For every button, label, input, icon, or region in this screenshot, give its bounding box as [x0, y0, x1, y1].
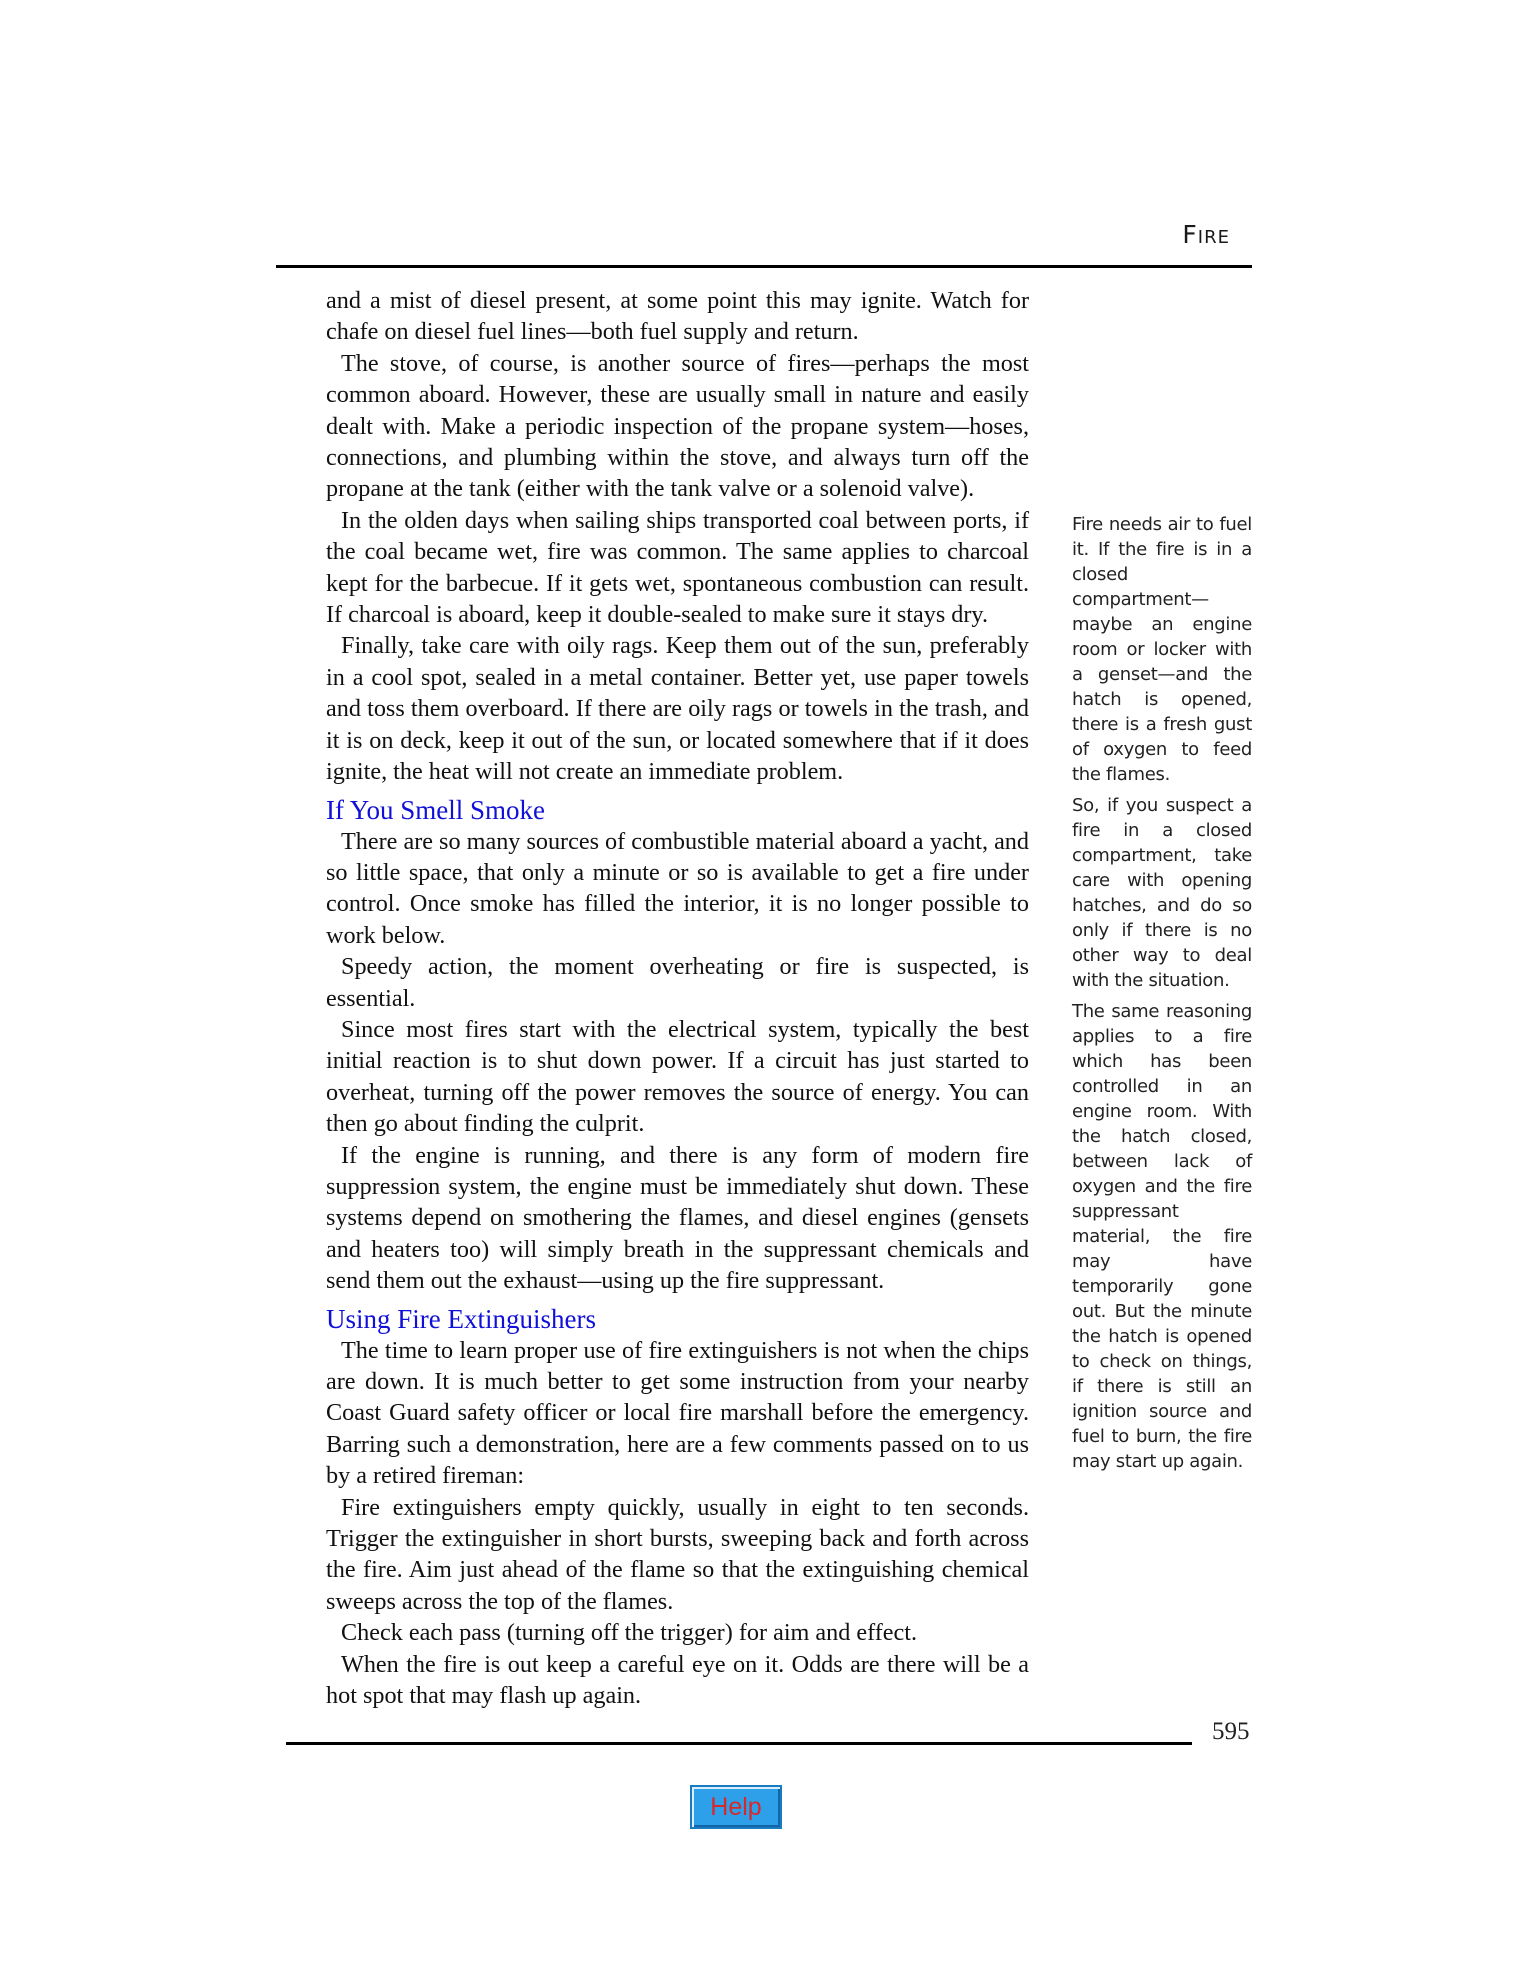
- paragraph: In the olden days when sailing ships transported coal between ports, if the coal became wet, fire was common. The same applies to charcoal kept for the barbecue. If it gets wet, spontaneous combustion can result. If charcoal is aboard, keep it double-sealed to make sure it stays dry.: [326, 506, 1029, 629]
- section-heading-smell-smoke: If You Smell Smoke: [326, 794, 546, 825]
- top-rule-divider: [276, 265, 1252, 268]
- bottom-rule-divider: [286, 1742, 1192, 1745]
- paragraph: Speedy action, the moment overheating or fire is suspected, is essential.: [326, 953, 1029, 1012]
- paragraph: If the engine is running, and there is any form of modern fire suppression system, the engine must be immediately shut down. These systems depend on smothering the flames, and diesel engines (gensets and heaters too) will simply breath in the suppressant chemicals and send them out the exhaust—using up the fire suppressant.: [326, 1141, 1029, 1295]
- running-head: Fire: [1182, 220, 1230, 249]
- sidebar-note: So, if you suspect a fire in a closed compartment, take care with opening hatches, and do so only if there is no other way to deal with the situation.: [1072, 795, 1252, 991]
- main-text-column: [326, 285, 1029, 1711]
- paragraph: Check each pass (turning off the trigger) for aim and effect.: [341, 1619, 918, 1647]
- paragraph: When the fire is out keep a careful eye on it. Odds are there will be a hot spot that may flash up again.: [326, 1650, 1029, 1710]
- help-button[interactable]: Help: [690, 1785, 782, 1829]
- sidebar-notes: [1072, 512, 1252, 1480]
- sidebar-note: Fire needs air to fuel it. If the fire is in a closed compartment—maybe an engine room or locker with a genset—and the hatch is opened, there is a fresh gust of oxygen to feed the flames.: [1072, 514, 1252, 785]
- paragraph: There are so many sources of combustible material aboard a yacht, and so little space, that only a minute or so is available to get a fire under control. Once smoke has filled the interior, it is no longer possible to work below.: [326, 827, 1029, 949]
- paragraph: The time to learn proper use of fire extinguishers is not when the chips are down. It is much better to get some instruction from your nearby Coast Guard safety officer or local fire marshall before the emergency. Barring such a demonstration, here are a few comments passed on to us by a retired fireman:: [326, 1336, 1029, 1490]
- section-heading-fire-extinguishers: Using Fire Extinguishers: [326, 1303, 596, 1334]
- page-number: 595: [1212, 1718, 1250, 1745]
- paragraph: Since most fires start with the electrical system, typically the best initial reaction is to shut down power. If a circuit has just started to overheat, turning off the power removes the source of energy. You can then go about finding the culprit.: [326, 1015, 1029, 1138]
- sidebar-note: The same reasoning applies to a fire which has been controlled in an engine room. With the hatch closed, between lack of oxygen and the fire suppressant material, the fire may have temporarily gone out. But the minute the hatch is opened to check on things, if there is still an ignition source and fuel to burn, the fire may start up again.: [1072, 1001, 1252, 1472]
- paragraph: Finally, take care with oily rags. Keep them out of the sun, preferably in a cool spot, sealed in a metal container. Better yet, use paper towels and toss them overboard. If there are oily rags or towels in the trash, and it is on deck, keep it out of the sun, or located somewhere that if it does ignite, the heat will not create an immediate problem.: [326, 632, 1029, 786]
- paragraph: Fire extinguishers empty quickly, usually in eight to ten seconds. Trigger the extinguisher in short bursts, sweeping back and forth across the fire. Aim just ahead of the flame so that the extinguishing chemical sweeps across the top of the flames.: [326, 1493, 1029, 1615]
- paragraph: The stove, of course, is another source of fires—perhaps the most common aboard. However, these are usually small in nature and easily dealt with. Make a periodic inspection of the propane system—hoses, connections, and plumbing within the stove, and always turn off the propane at the tank (either with the tank valve or a solenoid valve).: [326, 349, 1029, 503]
- paragraph: and a mist of diesel present, at some point this may ignite. Watch for chafe on diesel fuel lines—both fuel supply and return.: [326, 287, 1029, 346]
